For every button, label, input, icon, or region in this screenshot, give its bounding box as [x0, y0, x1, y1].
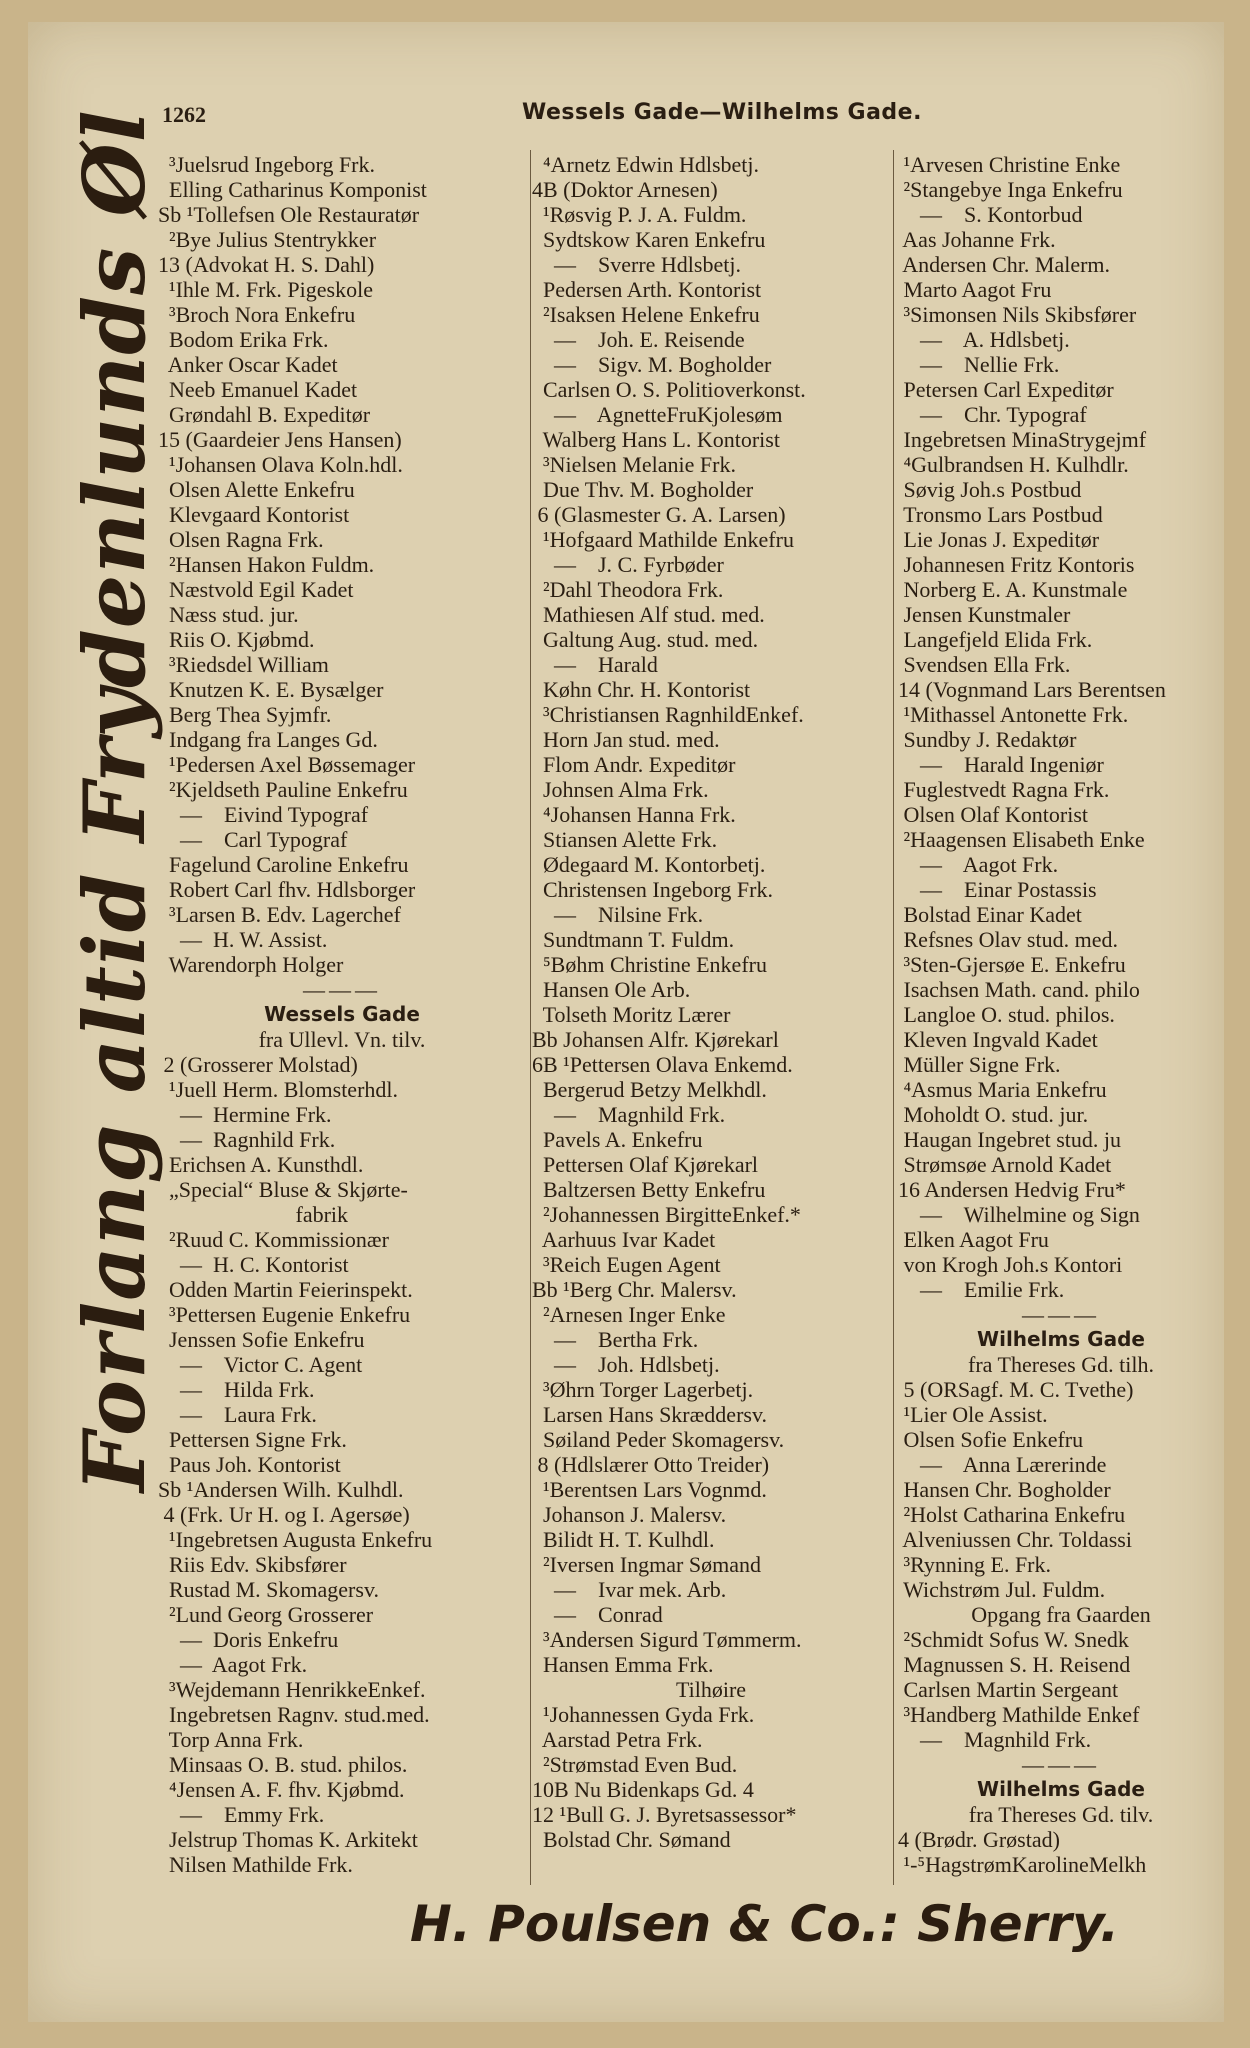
directory-entry: ²Haagensen Elisabeth Enke — [898, 827, 1145, 852]
directory-entry: Olsen Olaf Kontorist — [898, 802, 1089, 827]
directory-entry: Tronsmo Lars Postbud — [898, 502, 1103, 527]
directory-entry: ³Juelsrud Ingeborg Frk. — [158, 152, 376, 177]
directory-entry: — Sigv. M. Bogholder — [532, 352, 772, 377]
street-heading: Wilhelms Gade — [977, 1327, 1145, 1351]
directory-entry: 5 (ORSagf. M. C. Tvethe) — [898, 1377, 1134, 1402]
directory-entry: Pettersen Signe Frk. — [158, 1427, 347, 1452]
column-divider — [893, 150, 894, 1885]
directory-entry: Fagelund Caroline Enkefru — [158, 852, 409, 877]
directory-entry: Bodom Erika Frk. — [158, 327, 329, 352]
directory-entry: Kleven Ingvald Kadet — [898, 1027, 1098, 1052]
directory-entry: Christensen Ingeborg Frk. — [532, 877, 773, 902]
directory-entry: 4 (Brødr. Grøstad) — [898, 1827, 1060, 1852]
directory-entry: Aarhuus Ivar Kadet — [532, 1227, 716, 1252]
directory-entry: — A. Hdlsbetj. — [898, 327, 1070, 352]
directory-entry: 6 (Glasmester G. A. Larsen) — [532, 502, 786, 527]
directory-entry: ³Riedsdel William — [158, 652, 329, 677]
directory-entry: — Emilie Frk. — [898, 1277, 1065, 1302]
directory-entry: Johannesen Fritz Kontoris — [898, 552, 1135, 577]
directory-entry: — Eivind Typograf — [158, 802, 369, 827]
directory-entry: — Anna Lærerinde — [898, 1452, 1107, 1477]
directory-entry: Fuglestvedt Ragna Frk. — [898, 777, 1110, 802]
directory-entry: ³Øhrn Torger Lagerbetj. — [532, 1377, 754, 1402]
directory-entry: Carlsen Martin Sergeant — [898, 1677, 1119, 1702]
directory-entry: ⁴Johansen Hanna Frk. — [532, 802, 736, 827]
directory-entry: ⁴Gulbrandsen H. Kulhdlr. — [898, 452, 1129, 477]
directory-entry: Wichstrøm Jul. Fuldm. — [898, 1577, 1106, 1602]
directory-entry: ¹Hofgaard Mathilde Enkefru — [532, 527, 794, 552]
directory-entry: Langefjeld Elida Frk. — [898, 627, 1093, 652]
directory-entry: ²Stangebye Inga Enkefru — [898, 177, 1123, 202]
section-separator: ——— — [1022, 1302, 1100, 1327]
directory-entry: Bolstad Einar Kadet — [898, 902, 1082, 927]
directory-column-1 — [158, 152, 526, 1882]
directory-entry: — Laura Frk. — [158, 1402, 317, 1427]
street-heading: Wilhelms Gade — [977, 1777, 1145, 1801]
directory-entry: — H. W. Assist. — [158, 927, 328, 952]
directory-entry: 14 (Vognmand Lars Berentsen — [898, 677, 1166, 702]
directory-entry: Olsen Sofie Enkefru — [898, 1427, 1084, 1452]
directory-entry: ³Simonsen Nils Skibsfører — [898, 302, 1137, 327]
directory-entry: ³Sten-Gjersøe E. Enkefru — [898, 952, 1126, 977]
directory-entry: Müller Signe Frk. — [898, 1052, 1061, 1077]
directory-entry: Bilidt H. T. Kulhdl. — [532, 1527, 715, 1552]
directory-entry: ³Rynning E. Frk. — [898, 1552, 1052, 1577]
directory-entry: Jensen Kunstmaler — [898, 602, 1071, 627]
directory-entry: Bergerud Betzy Melkhdl. — [532, 1077, 767, 1102]
directory-entry: Galtung Aug. stud. med. — [532, 627, 759, 652]
directory-entry: — Joh. E. Reisende — [532, 327, 745, 352]
directory-entry: Sundby J. Redaktør — [898, 727, 1077, 752]
directory-entry: Grøndahl B. Expeditør — [158, 402, 371, 427]
directory-entry: Langloe O. stud. philos. — [898, 1002, 1115, 1027]
directory-entry: Mathiesen Alf stud. med. — [532, 602, 765, 627]
directory-entry: Næstvold Egil Kadet — [158, 577, 354, 602]
directory-entry: 16 Andersen Hedvig Fru* — [898, 1177, 1126, 1202]
directory-entry: — J. C. Fyrbøder — [532, 552, 724, 577]
directory-entry: ³Nielsen Melanie Frk. — [532, 452, 736, 477]
directory-entry: Anker Oscar Kadet — [158, 352, 338, 377]
section-separator: ——— — [1022, 1752, 1100, 1777]
directory-entry: Riis O. Kjøbmd. — [158, 627, 315, 652]
vertical-advertisement: Forlang altid Frydenlunds Øl — [65, 109, 164, 1492]
directory-entry: — Harald — [532, 652, 658, 677]
directory-entry: Erichsen A. Kunsthdl. — [158, 1152, 364, 1177]
directory-entry: Odden Martin Feierinspekt. — [158, 1277, 413, 1302]
directory-entry: 2 (Grosserer Molstad) — [158, 1052, 358, 1077]
street-note: Tilhøire — [675, 1677, 747, 1702]
directory-entry: Hansen Emma Frk. — [532, 1652, 714, 1677]
directory-entry: Sb ¹Tollefsen Ole Restauratør — [158, 202, 420, 227]
directory-entry: Warendorph Holger — [158, 952, 344, 977]
directory-entry: — Magnhild Frk. — [898, 1727, 1092, 1752]
directory-entry: Minsaas O. B. stud. philos. — [158, 1752, 408, 1777]
footer-advertisement: H. Poulsen & Co.: Sherry. — [410, 1895, 1119, 1953]
street-note: Opgang fra Gaarden — [971, 1602, 1151, 1627]
directory-entry: 4 (Frk. Ur H. og I. Agersøe) — [158, 1502, 410, 1527]
directory-entry: — Ivar mek. Arb. — [532, 1577, 727, 1602]
directory-entry: Bolstad Chr. Sømand — [532, 1827, 731, 1852]
directory-entry: Baltzersen Betty Enkefru — [532, 1177, 766, 1202]
directory-entry: — Nilsine Frk. — [532, 902, 704, 927]
directory-entry: Isachsen Math. cand. philo — [898, 977, 1140, 1002]
directory-entry: ¹Johansen Olava Koln.hdl. — [158, 452, 403, 477]
directory-entry: Larsen Hans Skræddersv. — [532, 1402, 768, 1427]
directory-entry: — Carl Typograf — [158, 827, 348, 852]
directory-entry: ¹Ihle M. Frk. Pigeskole — [158, 277, 373, 302]
directory-entry: Jelstrup Thomas K. Arkitekt — [158, 1827, 418, 1852]
directory-entry: ⁴Asmus Maria Enkefru — [898, 1077, 1107, 1102]
directory-entry: Johnsen Alma Frk. — [532, 777, 709, 802]
directory-entry: 10B Nu Bidenkaps Gd. 4 — [532, 1777, 754, 1802]
directory-entry: Ødegaard M. Kontorbetj. — [532, 852, 766, 877]
directory-entry: Marto Aagot Fru — [898, 277, 1052, 302]
directory-entry: Paus Joh. Kontorist — [158, 1452, 341, 1477]
directory-entry: ²Dahl Theodora Frk. — [532, 577, 724, 602]
directory-entry: ²Bye Julius Stentrykker — [158, 227, 377, 252]
directory-entry: — Einar Postassis — [898, 877, 1097, 902]
directory-entry: Svendsen Ella Frk. — [898, 652, 1071, 677]
directory-entry: Sydtskow Karen Enkefru — [532, 227, 766, 252]
directory-entry: — Magnhild Frk. — [532, 1102, 726, 1127]
directory-entry: Magnussen S. H. Reisend — [898, 1652, 1131, 1677]
directory-entry: — Ragnhild Frk. — [158, 1127, 336, 1152]
directory-entry: ¹Pedersen Axel Bøssemager — [158, 752, 416, 777]
directory-entry: Klevgaard Kontorist — [158, 502, 350, 527]
directory-entry: „Special“ Bluse & Skjørte- — [158, 1177, 408, 1202]
directory-entry: Norberg E. A. Kunstmale — [898, 577, 1128, 602]
directory-entry: Riis Edv. Skibsfører — [158, 1552, 347, 1577]
directory-entry: ²Ruud C. Kommissionær — [158, 1227, 389, 1252]
directory-entry: — Emmy Frk. — [158, 1802, 325, 1827]
directory-entry: ¹Mithassel Antonette Frk. — [898, 702, 1129, 727]
directory-entry: — Hermine Frk. — [158, 1102, 332, 1127]
directory-entry: Indgang fra Langes Gd. — [158, 727, 378, 752]
directory-entry: ⁵Bøhm Christine Enkefru — [532, 952, 767, 977]
directory-entry: — Aagot Frk. — [158, 1652, 308, 1677]
directory-entry: Rustad M. Skomagersv. — [158, 1577, 380, 1602]
directory-entry: ⁴Jensen A. F. fhv. Kjøbmd. — [158, 1777, 405, 1802]
directory-entry: ⁴Arnetz Edwin Hdlsbetj. — [532, 152, 760, 177]
directory-entry: Næss stud. jur. — [158, 602, 299, 627]
directory-entry: — Hilda Frk. — [158, 1377, 315, 1402]
directory-entry: ¹Røsvig P. J. A. Fuldm. — [532, 202, 747, 227]
directory-entry: ³Handberg Mathilde Enkef — [898, 1702, 1140, 1727]
directory-entry: — Harald Ingeniør — [898, 752, 1104, 777]
directory-entry: Haugan Ingebret stud. ju — [898, 1127, 1121, 1152]
directory-entry: Køhn Chr. H. Kontorist — [532, 677, 751, 702]
directory-entry: Robert Carl fhv. Hdlsborger — [158, 877, 416, 902]
directory-entry: Bb ¹Berg Chr. Malersv. — [532, 1277, 737, 1302]
directory-entry: Elling Catharinus Komponist — [158, 177, 427, 202]
directory-entry: 4B (Doktor Arnesen) — [532, 177, 718, 202]
directory-entry: ¹Juell Herm. Blomsterhdl. — [158, 1077, 399, 1102]
section-separator: ——— — [303, 977, 381, 1002]
directory-entry: von Krogh Joh.s Kontori — [898, 1252, 1123, 1277]
directory-entry: Olsen Ragna Frk. — [158, 527, 324, 552]
directory-entry: ²Strømstad Even Bud. — [532, 1752, 738, 1777]
street-heading: Wessels Gade — [264, 1002, 420, 1026]
directory-entry: ²Lund Georg Grosserer — [158, 1602, 374, 1627]
directory-entry: ¹Johannessen Gyda Frk. — [532, 1702, 755, 1727]
directory-entry: ³Andersen Sigurd Tømmerm. — [532, 1627, 802, 1652]
page-number: 1262 — [162, 102, 206, 127]
directory-entry: ²Isaksen Helene Enkefru — [532, 302, 760, 327]
column-divider — [530, 150, 531, 1885]
directory-entry: Nilsen Mathilde Frk. — [158, 1852, 353, 1877]
directory-entry: ³Wejdemann HenrikkeEnkef. — [158, 1677, 426, 1702]
directory-entry: Sundtmann T. Fuldm. — [532, 927, 735, 952]
directory-entry: Andersen Chr. Malerm. — [898, 252, 1111, 277]
directory-entry: 13 (Advokat H. S. Dahl) — [158, 252, 375, 277]
directory-entry: Søiland Peder Skomagersv. — [532, 1427, 785, 1452]
directory-entry: Neeb Emanuel Kadet — [158, 377, 358, 402]
directory-entry: Knutzen K. E. Bysælger — [158, 677, 384, 702]
street-note: fra Thereses Gd. tilv. — [968, 1802, 1154, 1827]
directory-entry: Flom Andr. Expeditør — [532, 752, 736, 777]
directory-entry: 6B ¹Pettersen Olava Enkemd. — [532, 1052, 793, 1077]
directory-entry: — Doris Enkefru — [158, 1627, 339, 1652]
directory-entry: Walberg Hans L. Kontorist — [532, 427, 780, 452]
directory-entry: Tolseth Moritz Lærer — [532, 1002, 731, 1027]
directory-entry: — Aagot Frk. — [898, 852, 1059, 877]
directory-entry: Alveniussen Chr. Toldassi — [898, 1527, 1132, 1552]
street-note: fra Thereses Gd. tilh. — [968, 1352, 1154, 1377]
directory-entry: Johanson J. Malersv. — [532, 1502, 727, 1527]
directory-entry: ²Hansen Hakon Fuldm. — [158, 552, 375, 577]
directory-entry: 12 ¹Bull G. J. Byretsassessor* — [532, 1802, 797, 1827]
directory-entry: — Wilhelmine og Sign — [898, 1202, 1140, 1227]
directory-entry: Berg Thea Syjmfr. — [158, 702, 332, 727]
directory-entry: fabrik — [158, 1202, 349, 1227]
directory-entry: ¹Arvesen Christine Enke — [898, 152, 1121, 177]
directory-entry: — H. C. Kontorist — [158, 1252, 349, 1277]
directory-entry: Elken Aagot Fru — [898, 1227, 1049, 1252]
directory-entry: Moholdt O. stud. jur. — [898, 1102, 1089, 1127]
directory-entry: ³Larsen B. Edv. Lagerchef — [158, 902, 401, 927]
directory-entry: ³Pettersen Eugenie Enkefru — [158, 1302, 411, 1327]
directory-entry: Stiansen Alette Frk. — [532, 827, 718, 852]
directory-entry: ²Arnesen Inger Enke — [532, 1302, 726, 1327]
directory-entry: Søvig Joh.s Postbud — [898, 477, 1082, 502]
directory-entry: Ingebretsen MinaStrygejmf — [898, 427, 1147, 452]
directory-entry: Carlsen O. S. Politioverkonst. — [532, 377, 806, 402]
directory-entry: Hansen Ole Arb. — [532, 977, 691, 1002]
page-header: Wessels Gade—Wilhelms Gade. — [522, 100, 922, 125]
directory-entry: ¹Berentsen Lars Vognmd. — [532, 1477, 767, 1502]
directory-entry: ³Broch Nora Enkefru — [158, 302, 356, 327]
directory-entry: Bb Johansen Alfr. Kjørekarl — [532, 1027, 779, 1052]
directory-entry: — Joh. Hdlsbetj. — [532, 1352, 720, 1377]
directory-entry: Lie Jonas J. Expeditør — [898, 527, 1100, 552]
directory-entry: Jenssen Sofie Enkefru — [158, 1327, 365, 1352]
directory-entry: — Nellie Frk. — [898, 352, 1060, 377]
directory-entry: ¹-⁵HagstrømKarolineMelkh — [898, 1852, 1147, 1877]
directory-entry: Refsnes Olav stud. med. — [898, 927, 1118, 952]
directory-entry: 15 (Gaardeier Jens Hansen) — [158, 427, 402, 452]
directory-entry: ²Iversen Ingmar Sømand — [532, 1552, 761, 1577]
directory-entry: — Sverre Hdlsbetj. — [532, 252, 741, 277]
directory-column-3 — [898, 152, 1224, 1882]
directory-entry: ¹Lier Ole Assist. — [898, 1402, 1048, 1427]
directory-entry: 8 (Hdlslærer Otto Treider) — [532, 1452, 770, 1477]
directory-entry: — Bertha Frk. — [532, 1327, 699, 1352]
directory-entry: — S. Kontorbud — [898, 202, 1083, 227]
directory-entry: — AgnetteFruKjolesøm — [532, 402, 783, 427]
directory-entry: ²Holst Catharina Enkefru — [898, 1502, 1126, 1527]
directory-entry: — Victor C. Agent — [158, 1352, 363, 1377]
street-note: fra Ullevl. Vn. tilv. — [258, 1027, 426, 1052]
directory-entry: Torp Anna Frk. — [158, 1727, 304, 1752]
directory-entry: ²Schmidt Sofus W. Snedk — [898, 1627, 1129, 1652]
directory-entry: Pettersen Olaf Kjørekarl — [532, 1152, 759, 1177]
directory-entry: ²Johannessen BirgitteEnkef.* — [532, 1202, 801, 1227]
directory-entry: Pedersen Arth. Kontorist — [532, 277, 762, 302]
directory-entry: Sb ¹Andersen Wilh. Kulhdl. — [158, 1477, 404, 1502]
directory-entry: ²Kjeldseth Pauline Enkefru — [158, 777, 408, 802]
directory-entry: Aas Johanne Frk. — [898, 227, 1056, 252]
directory-entry: — Chr. Typograf — [898, 402, 1087, 427]
directory-column-2 — [532, 152, 890, 1882]
directory-entry: Aarstad Petra Frk. — [532, 1727, 703, 1752]
directory-entry: Horn Jan stud. med. — [532, 727, 720, 752]
directory-entry: ¹Ingebretsen Augusta Enkefru — [158, 1527, 433, 1552]
directory-entry: Petersen Carl Expeditør — [898, 377, 1114, 402]
directory-entry: Olsen Alette Enkefru — [158, 477, 355, 502]
directory-entry: Hansen Chr. Bogholder — [898, 1477, 1111, 1502]
directory-entry: ³Reich Eugen Agent — [532, 1252, 721, 1277]
directory-entry: Pavels A. Enkefru — [532, 1127, 703, 1152]
directory-entry: Strømsøe Arnold Kadet — [898, 1152, 1112, 1177]
directory-entry: — Conrad — [532, 1602, 663, 1627]
directory-entry: Due Thv. M. Bogholder — [532, 477, 754, 502]
directory-entry: Ingebretsen Ragnv. stud.med. — [158, 1702, 430, 1727]
directory-entry: ³Christiansen RagnhildEnkef. — [532, 702, 804, 727]
